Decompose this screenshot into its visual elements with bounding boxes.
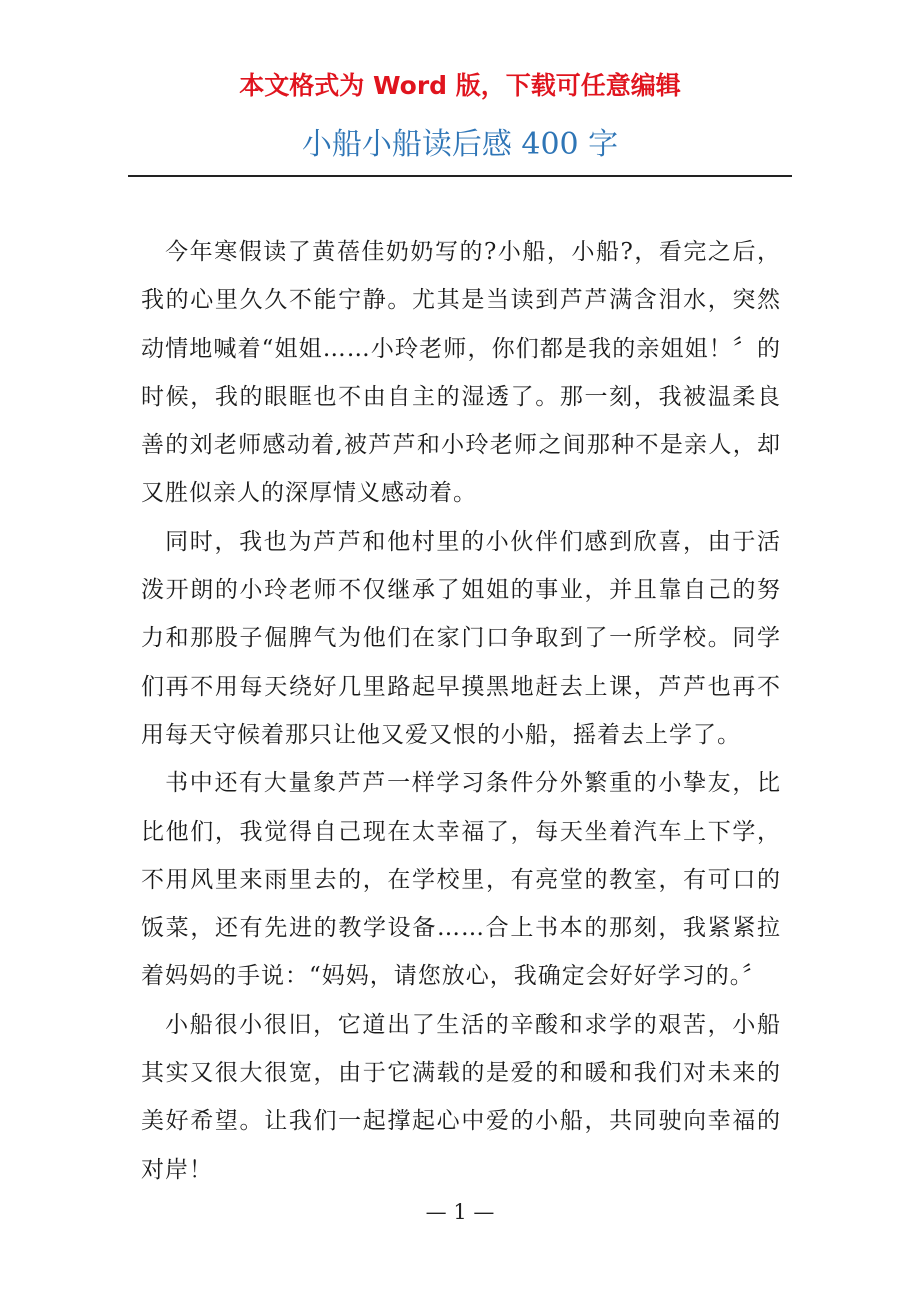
page-number: — 1 — (425, 1200, 495, 1224)
document-title: 小船小船读后感 400 字 (301, 127, 619, 162)
format-notice-banner: 本文格式为 Word 版，下载可任意编辑 (239, 71, 681, 100)
title-divider (128, 175, 792, 177)
article-body (141, 228, 781, 1194)
paragraph-3: 书中还有大量象芦芦一样学习条件分外繁重的小挚友，比比他们，我觉得自己现在太幸福了，每天坐着汽车上下学，不用风里来雨里去的，在学校里，有亮堂的教室，有可口的饭菜，还有先进的教学设备……合上书本的那刻，我紧紧拉着妈妈的手说：“妈妈，请您放心，我确定会好好学习的。〞 (141, 770, 781, 990)
paragraph-4: 小船很小很旧，它道出了生活的辛酸和求学的艰苦，小船其实又很大很宽，由于它满载的是爱的和暖和我们对未来的美好希望。让我们一起撑起心中爱的小船，共同驶向幸福的对岸！ (141, 1011, 781, 1183)
paragraph-1: 今年寒假读了黄蓓佳奶奶写的?小船，小船?，看完之后，我的心里久久不能宁静。尤其是当读到芦芦满含泪水，突然动情地喊着“姐姐……小玲老师，你们都是我的亲姐姐！〞的时候，我的眼眶也不由自主的湿透了。那一刻，我被温柔良善的刘老师感动着,被芦芦和小玲老师之间那种不是亲人，却又胜似亲人的深厚情义感动着。 (141, 239, 781, 507)
paragraph-2: 同时，我也为芦芦和他村里的小伙伴们感到欣喜，由于活泼开朗的小玲老师不仅继承了姐姐的事业，并且靠自己的努力和那股子倔脾气为他们在家门口争取到了一所学校。同学们再不用每天绕好几里路起早摸黑地赶去上课，芦芦也再不用每天守候着那只让他又爱又恨的小船，摇着去上学了。 (141, 528, 781, 748)
